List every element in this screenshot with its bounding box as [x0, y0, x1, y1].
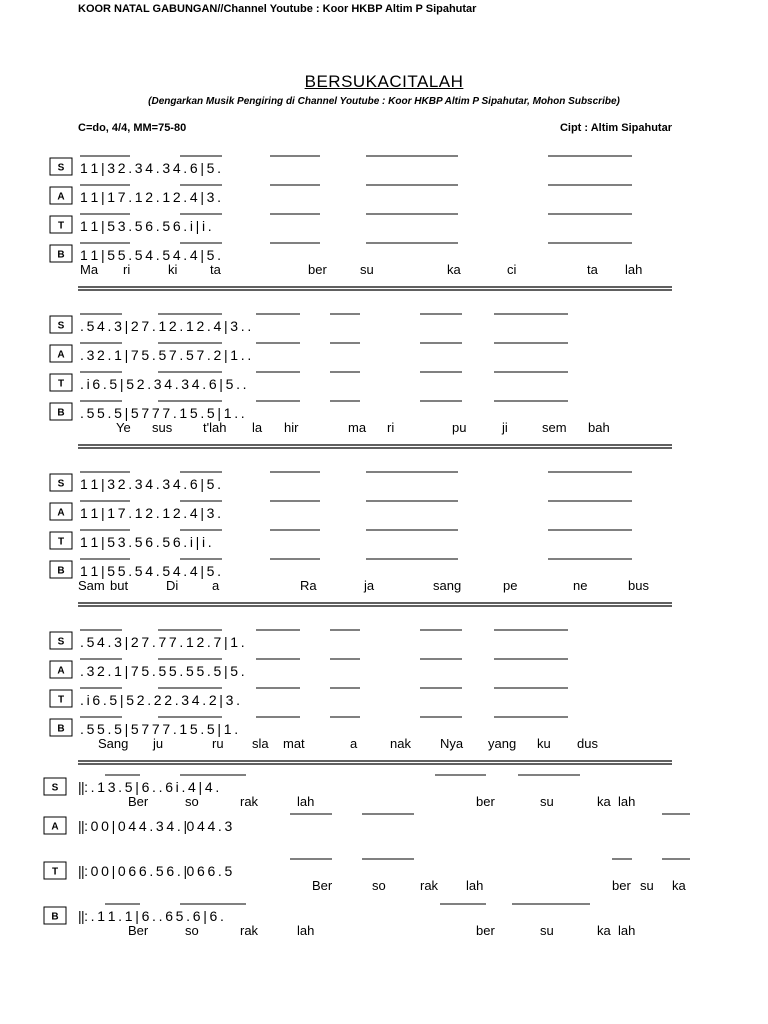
- system-1-S-label: S: [57, 162, 65, 174]
- system-4-lyrics-syllable-10: dus: [577, 736, 598, 751]
- composer-credit: Cipt : Altim Sipahutar: [559, 122, 672, 134]
- system-4-A-notes: . 3 2 . 1 | 7 5 . 5 5 . 5 5 . 5 | 5 .: [80, 663, 245, 679]
- system-2-lyrics-syllable-9: sem: [542, 420, 567, 435]
- system-4-lyrics-syllable-2: ru: [212, 736, 224, 751]
- system-2-lyrics-syllable-0: Ye: [116, 420, 131, 435]
- system-4-lyrics-syllable-4: mat: [283, 736, 305, 751]
- refrain-T-lyrics-syllable-0: Ber: [312, 878, 333, 893]
- system-4-lyrics-syllable-7: Nya: [440, 736, 464, 751]
- system-4-lyrics-syllable-6: nak: [390, 736, 411, 751]
- system-1-A-label: A: [57, 191, 65, 203]
- system-1-lyrics-syllable-0: Ma: [80, 262, 99, 277]
- system-1-lyrics-syllable-8: ta: [587, 262, 598, 277]
- refrain-T-lyrics-syllable-5: su: [640, 878, 654, 893]
- system-3-S-label: S: [57, 478, 65, 490]
- system-4-lyrics-syllable-8: yang: [488, 736, 517, 751]
- system-4-S-notes: . 5 4 . 3 | 2 7 . 7 7 . 1 2 . 7 | 1 .: [80, 634, 245, 650]
- system-4-S-label: S: [57, 636, 65, 648]
- system-2-lyrics-syllable-1: sus: [152, 420, 173, 435]
- refrain-B-lyrics-syllable-7: lah: [618, 923, 636, 938]
- refrain-T-lyrics-syllable-3: lah: [466, 878, 484, 893]
- system-3-lyrics-syllable-8: ne: [573, 578, 588, 593]
- refrain-T-lyrics-syllable-4: ber: [612, 878, 631, 893]
- system-2-lyrics-syllable-7: pu: [452, 420, 467, 435]
- system-4-lyrics-syllable-3: sla: [252, 736, 269, 751]
- refrain-A-notes: ||: 0 0 | 0 4 4 . 3 4 . |0 4 4 . 3: [78, 818, 232, 834]
- system-2-S-notes: . 5 4 . 3 | 2 7 . 1 2 . 1 2 . 4 | 3 . .: [80, 318, 251, 334]
- system-1-lyrics-syllable-6: ka: [447, 262, 461, 277]
- system-3-lyrics-syllable-9: bus: [628, 578, 649, 593]
- system-1-lyrics-syllable-7: ci: [507, 262, 517, 277]
- system-2-B-notes: . 5 5 . 5 | 5 7 7 7 . 1 5 . 5 | 1 . .: [80, 405, 245, 421]
- refrain-S-lyrics-syllable-3: lah: [297, 794, 315, 809]
- system-1-B-label: B: [57, 249, 65, 261]
- refrain-T-lyrics-syllable-1: so: [372, 878, 386, 893]
- system-2-lyrics-syllable-2: t'lah: [203, 420, 227, 435]
- refrain-T-lyrics-syllable-2: rak: [420, 878, 439, 893]
- system-1-S-notes: 1 1 | 3 2 . 3 4 . 3 4 . 6 | 5 .: [80, 160, 221, 176]
- refrain-S-lyrics-syllable-1: so: [185, 794, 199, 809]
- system-2-lyrics-syllable-5: ma: [348, 420, 367, 435]
- system-1-lyrics-syllable-1: ri: [123, 262, 131, 277]
- system-4-A-label: A: [57, 665, 65, 677]
- refrain-S-lyrics-syllable-0: Ber: [128, 794, 149, 809]
- system-3-B-label: B: [57, 565, 65, 577]
- system-3-lyrics-syllable-1: but: [110, 578, 129, 593]
- refrain-S-lyrics-syllable-6: ka: [597, 794, 611, 809]
- refrain-S-lyrics-syllable-2: rak: [240, 794, 259, 809]
- system-3-A-label: A: [57, 507, 65, 519]
- system-3-T-notes: 1 1 | 5 3 . 5 6 . 5 6 . i | i .: [80, 534, 212, 550]
- system-2-lyrics-syllable-6: ri: [387, 420, 395, 435]
- song-title: BERSUKACITALAH: [304, 72, 464, 91]
- system-3-T-label: T: [57, 536, 65, 548]
- refrain-B-notes: ||: . 1 1 . 1 | 6 . . 6 5 . 6 | 6 .: [78, 908, 224, 924]
- system-2-S-label: S: [57, 320, 65, 332]
- system-4-lyrics-syllable-0: Sang: [98, 736, 129, 751]
- key-signature: C=do, 4/4, MM=75-80: [78, 122, 187, 134]
- system-1-A-notes: 1 1 | 1 7 . 1 2 . 1 2 . 4 | 3 .: [80, 189, 221, 205]
- system-2-lyrics-syllable-3: la: [252, 420, 263, 435]
- system-2-lyrics-syllable-4: hir: [284, 420, 299, 435]
- refrain-B-lyrics-syllable-4: ber: [476, 923, 495, 938]
- system-2-lyrics-syllable-8: ji: [502, 420, 508, 435]
- system-4-lyrics-syllable-9: ku: [537, 736, 551, 751]
- system-3-lyrics-syllable-7: pe: [503, 578, 518, 593]
- system-3-lyrics-syllable-2: Di: [166, 578, 179, 593]
- system-4-lyrics-syllable-1: ju: [153, 736, 164, 751]
- system-2-lyrics-syllable-10: bah: [588, 420, 610, 435]
- system-2-T-notes: . i 6 . 5 | 5 2 . 3 4 . 3 4 . 6 | 5 . .: [80, 376, 246, 392]
- system-2-B-label: B: [57, 407, 65, 419]
- system-3-A-notes: 1 1 | 1 7 . 1 2 . 1 2 . 4 | 3 .: [80, 505, 221, 521]
- system-1-B-notes: 1 1 | 5 5 . 5 4 . 5 4 . 4 | 5 .: [80, 247, 221, 263]
- system-1-T-label: T: [57, 220, 65, 232]
- refrain-S-label: S: [51, 782, 59, 794]
- refrain-B-lyrics-syllable-6: ka: [597, 923, 611, 938]
- system-1-T-notes: 1 1 | 5 3 . 5 6 . 5 6 . i | i .: [80, 218, 212, 234]
- system-1-lyrics-syllable-5: su: [360, 262, 374, 277]
- song-subtitle: (Dengarkan Musik Pengiring di Channel Youtube : Koor HKBP Altim P Sipahutar, Mohon Subscribe): [148, 96, 620, 107]
- refrain-S-lyrics-syllable-5: su: [540, 794, 554, 809]
- refrain-T-notes: ||: 0 0 | 0 6 6 . 5 6 . |0 6 6 . 5: [78, 863, 232, 879]
- system-2-A-label: A: [57, 349, 65, 361]
- system-2-A-notes: . 3 2 . 1 | 7 5 . 5 7 . 5 7 . 2 | 1 . .: [80, 347, 251, 363]
- system-3-lyrics-syllable-4: Ra: [300, 578, 317, 593]
- system-3-B-notes: 1 1 | 5 5 . 5 4 . 5 4 . 4 | 5 .: [80, 563, 221, 579]
- refrain-S-lyrics-syllable-4: ber: [476, 794, 495, 809]
- system-1-lyrics-syllable-2: ki: [168, 262, 178, 277]
- system-1-lyrics-syllable-3: ta: [210, 262, 221, 277]
- refrain-S-lyrics-syllable-7: lah: [618, 794, 636, 809]
- system-3-lyrics-syllable-6: sang: [433, 578, 462, 593]
- refrain-T-lyrics-syllable-6: ka: [672, 878, 686, 893]
- refrain-B-lyrics-syllable-1: so: [185, 923, 199, 938]
- system-3-lyrics-syllable-5: ja: [364, 578, 375, 593]
- system-1-lyrics-syllable-9: lah: [625, 262, 643, 277]
- refrain-S-notes: ||: . 1 3 . 5 | 6 . . 6 i . 4 | 4 .: [78, 779, 219, 795]
- system-4-T-notes: . i 6 . 5 | 5 2 . 2 2 . 3 4 . 2 | 3 .: [80, 692, 240, 708]
- system-4-B-notes: . 5 5 . 5 | 5 7 7 7 . 1 5 . 5 | 1 .: [80, 721, 238, 737]
- page-header: KOOR NATAL GABUNGAN//Channel Youtube : Koor HKBP Altim P Sipahutar: [78, 3, 477, 15]
- refrain-B-label: B: [51, 911, 59, 923]
- refrain-A-label: A: [51, 821, 59, 833]
- system-3-lyrics-syllable-3: a: [212, 578, 220, 593]
- system-3-lyrics-syllable-0: Sam: [78, 578, 105, 593]
- refrain-B-lyrics-syllable-2: rak: [240, 923, 259, 938]
- system-2-T-label: T: [57, 378, 65, 390]
- refrain-B-lyrics-syllable-5: su: [540, 923, 554, 938]
- refrain-T-label: T: [51, 866, 59, 878]
- system-4-lyrics-syllable-5: a: [350, 736, 358, 751]
- system-1-lyrics-syllable-4: ber: [308, 262, 327, 277]
- system-4-B-label: B: [57, 723, 65, 735]
- refrain-B-lyrics-syllable-0: Ber: [128, 923, 149, 938]
- system-3-S-notes: 1 1 | 3 2 . 3 4 . 3 4 . 6 | 5 .: [80, 476, 221, 492]
- system-4-T-label: T: [57, 694, 65, 706]
- refrain-B-lyrics-syllable-3: lah: [297, 923, 315, 938]
